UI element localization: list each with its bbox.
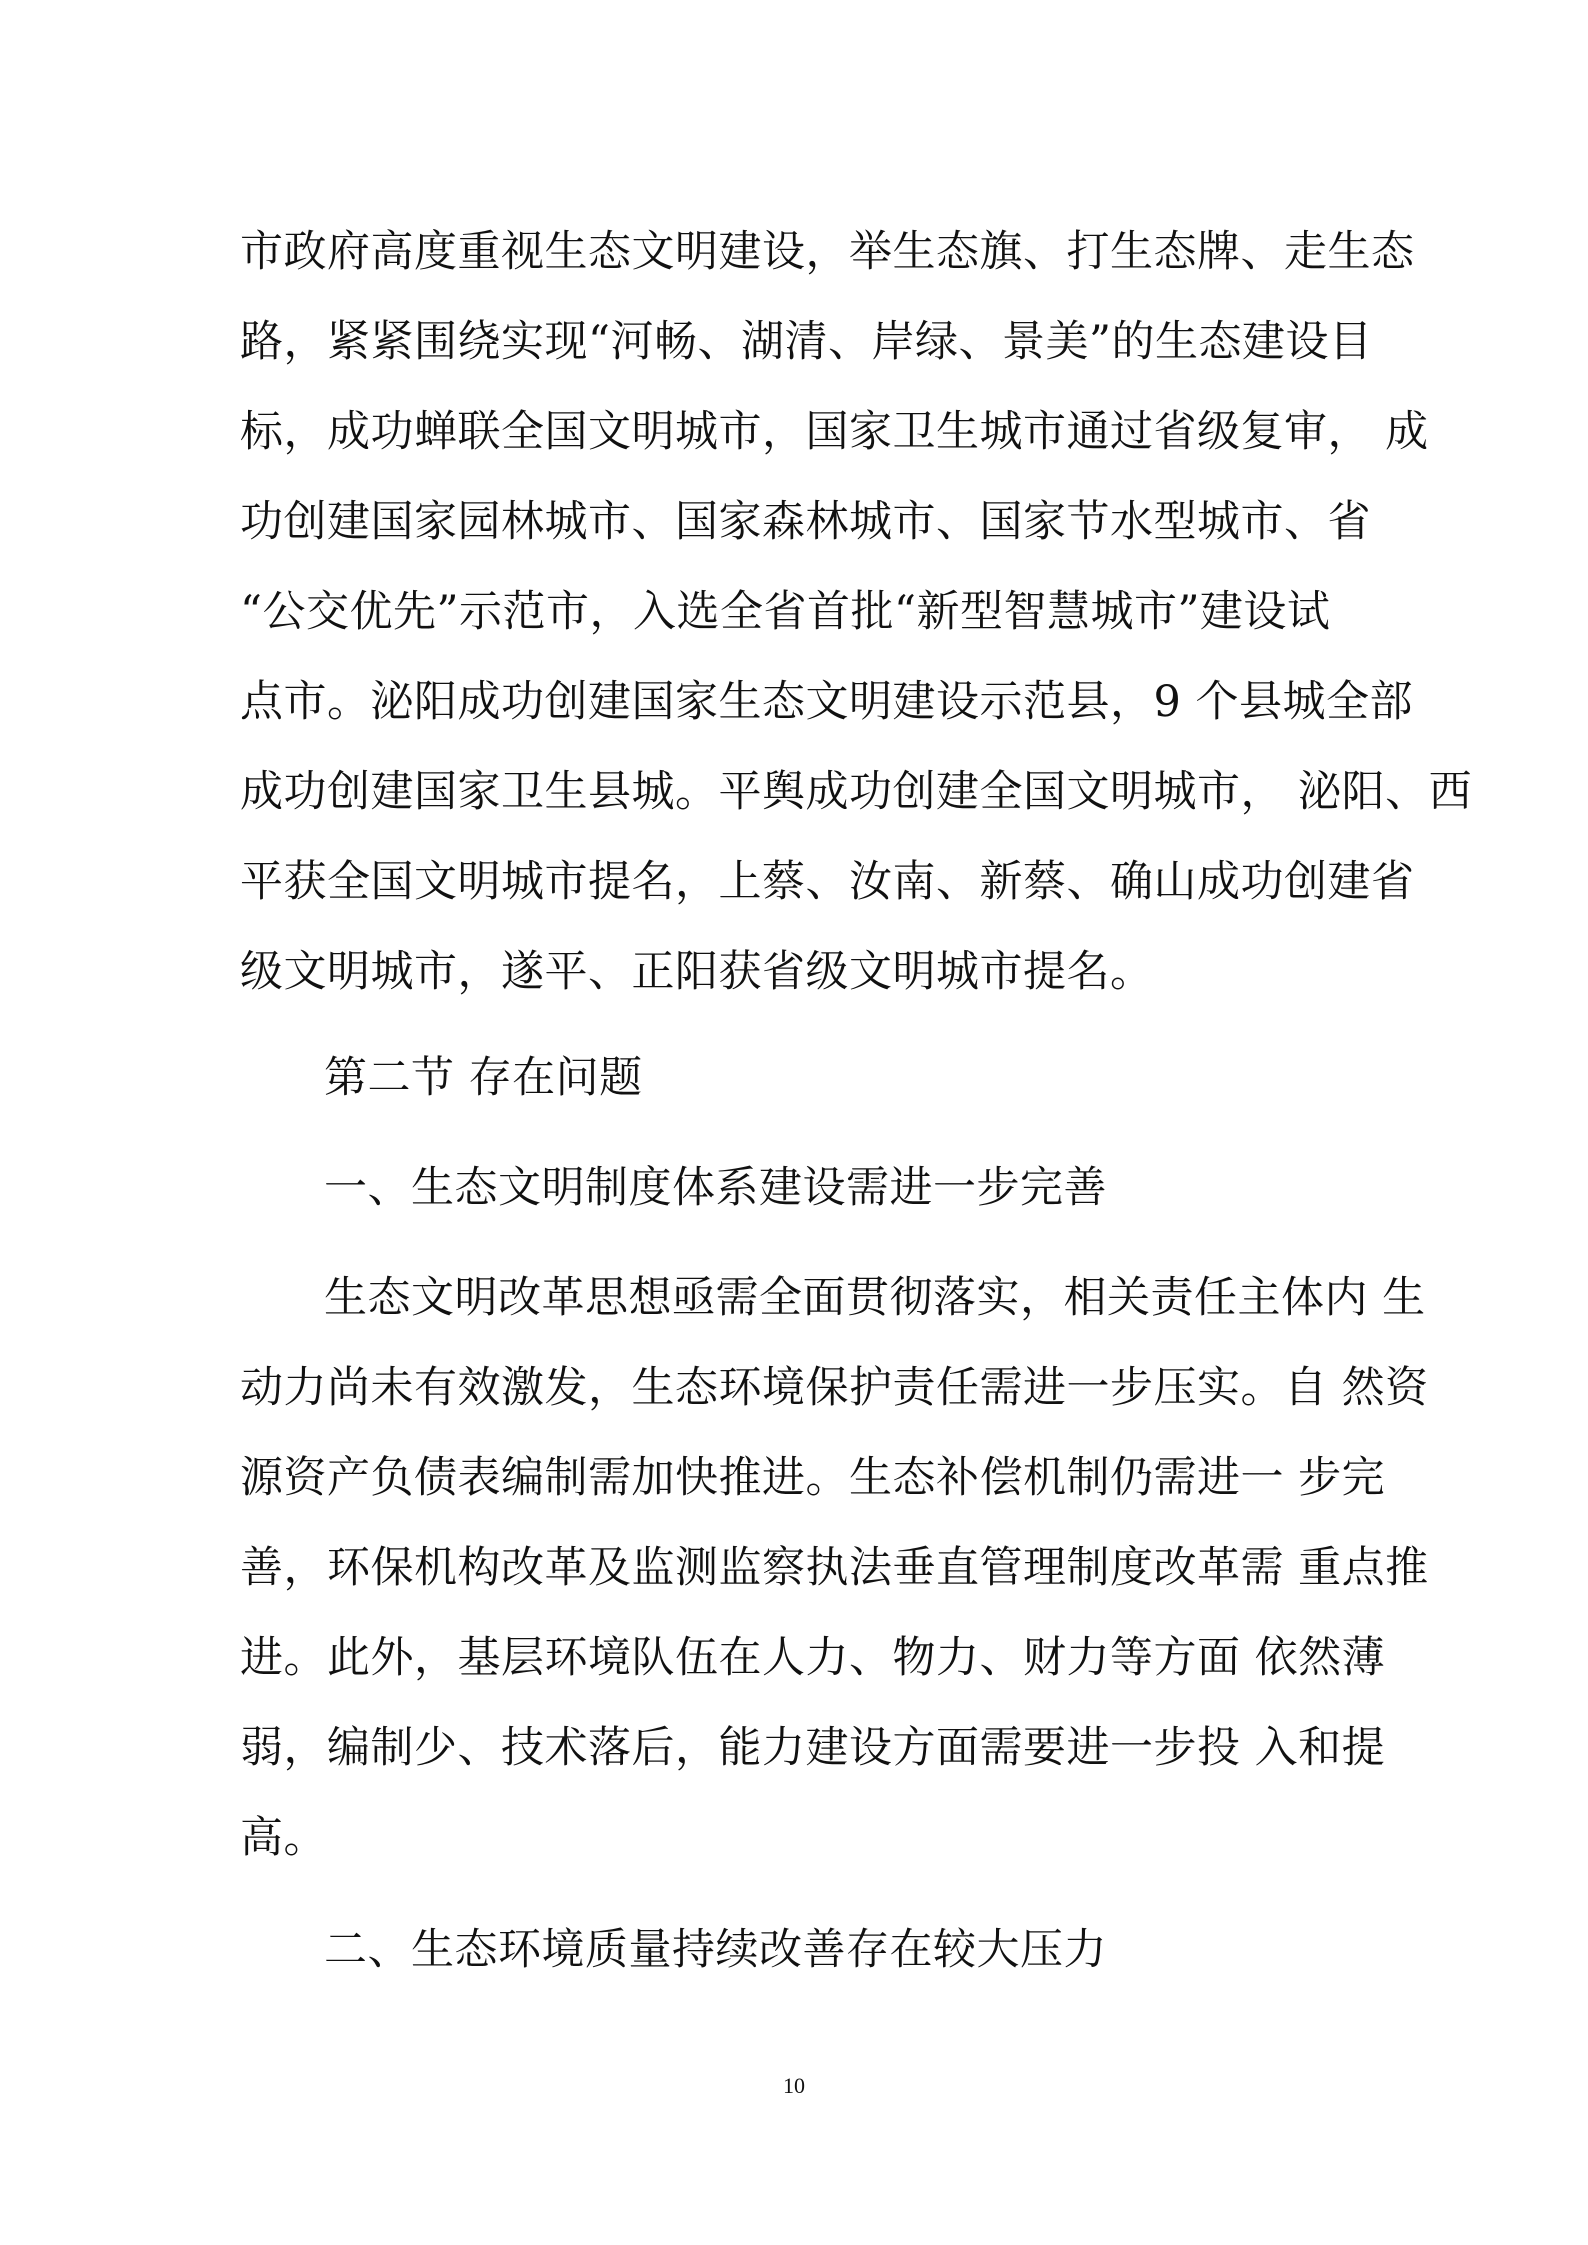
paragraph-line: 善，环保机构改革及监测监察执法垂直管理制度改革需 重点推 bbox=[240, 1543, 1429, 1593]
paragraph-line: 弱，编制少、技术落后，能力建设方面需要进一步投 入和提 bbox=[240, 1723, 1386, 1773]
paragraph-line: 高。 bbox=[240, 1813, 327, 1863]
paragraph-line: 级文明城市，遂平、正阳获省级文明城市提名。 bbox=[240, 947, 1154, 997]
paragraph-line: “公交优先”示范市，入选全省首批“新型智慧城市”建设试 bbox=[240, 587, 1331, 637]
paragraph-line: 功创建国家园林城市、国家森林城市、国家节水型城市、省 bbox=[240, 497, 1371, 547]
paragraph-line: 路，紧紧围绕实现“河畅、湖清、岸绿、景美”的生态建设目 bbox=[240, 317, 1373, 367]
paragraph-line: 平获全国文明城市提名，上蔡、汝南、新蔡、确山成功创建省 bbox=[240, 857, 1415, 907]
paragraph-line: 源资产负债表编制需加快推进。生态补偿机制仍需进一 步完 bbox=[240, 1453, 1386, 1503]
paragraph-line: 进。此外，基层环境队伍在人力、物力、财力等方面 依然薄 bbox=[240, 1633, 1386, 1683]
heading-two: 二、生态环境质量持续改善存在较大压力 bbox=[324, 1925, 1107, 1975]
page-number: 10 bbox=[783, 2073, 805, 2098]
paragraph-line: 成功创建国家卫生县城。平舆成功创建全国文明城市， 泌阳、西 bbox=[240, 767, 1473, 817]
paragraph-line: 生态文明改革思想亟需全面贯彻落实，相关责任主体内 生 bbox=[324, 1273, 1426, 1323]
paragraph-line: 市政府高度重视生态文明建设，举生态旗、打生态牌、走生态 bbox=[240, 227, 1415, 277]
paragraph-line: 动力尚未有效激发，生态环境保护责任需进一步压实。自 然资 bbox=[240, 1363, 1429, 1413]
paragraph-line: 标，成功蝉联全国文明城市，国家卫生城市通过省级复审， 成 bbox=[240, 407, 1429, 457]
section-title: 第二节 存在问题 bbox=[324, 1053, 643, 1103]
paragraph-line: 点市。泌阳成功创建国家生态文明建设示范县，9 个县城全部 bbox=[240, 677, 1414, 727]
heading-one: 一、生态文明制度体系建设需进一步完善 bbox=[324, 1163, 1107, 1213]
